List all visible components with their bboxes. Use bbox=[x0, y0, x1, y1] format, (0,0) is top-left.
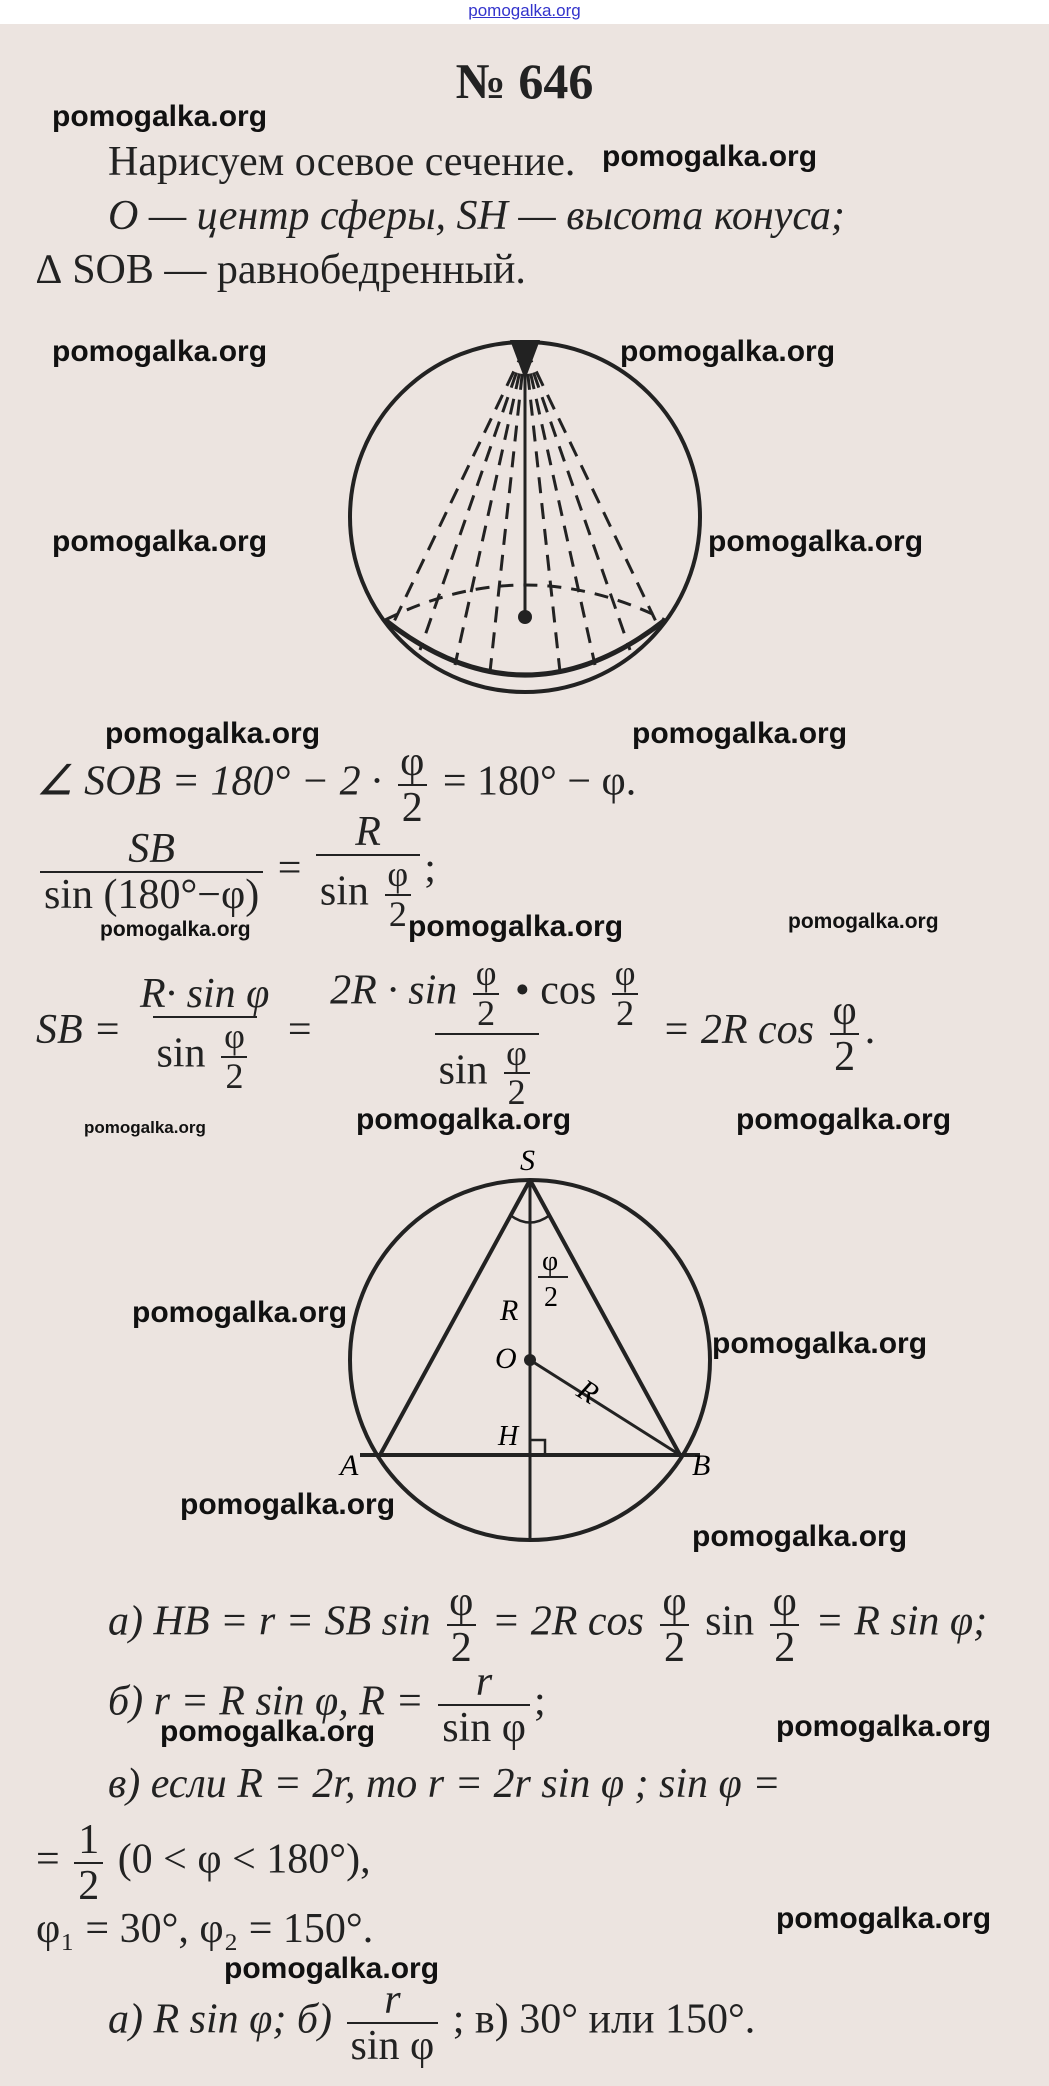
label-s: S bbox=[520, 1144, 535, 1177]
watermark: pomogalka.org bbox=[84, 1118, 206, 1137]
watermark: pomogalka.org bbox=[356, 1103, 572, 1136]
problem-number: № 646 bbox=[455, 53, 594, 109]
watermark: pomogalka.org bbox=[712, 1327, 928, 1360]
label-b: B bbox=[692, 1449, 711, 1482]
answer-a-derivation: а) HB = r = SB sin $\frac{\varphi}{2}$ = 2R cos $\frac{\varphi}{2}$ sin $\frac{\varphi}{2}$ = R sin φ; bbox=[108, 1579, 988, 1672]
watermark: pomogalka.org bbox=[52, 100, 268, 133]
watermark: pomogalka.org bbox=[52, 525, 268, 558]
watermark: pomogalka.org bbox=[180, 1488, 396, 1521]
watermark: pomogalka.org bbox=[788, 910, 939, 933]
intro-line-2: O — центр сферы, SH — высота конуса; bbox=[108, 193, 845, 239]
watermark: pomogalka.org bbox=[52, 335, 268, 368]
watermark: pomogalka.org bbox=[736, 1103, 952, 1136]
side-sb bbox=[530, 1180, 680, 1455]
answer-b-derivation: б) r = R sin φ, R = $\frac{r}{\text{sin φ}}$ ; bbox=[108, 1659, 546, 1752]
label-phi: φ bbox=[542, 1246, 559, 1277]
label-phi-den: 2 bbox=[544, 1282, 558, 1313]
site-link[interactable]: pomogalka.org bbox=[468, 1, 581, 20]
equation-angle: ∠ SOB = 180° − 2 · $\frac{\varphi}{2}$ = 180° − φ. bbox=[36, 739, 637, 832]
watermark: pomogalka.org bbox=[776, 1902, 992, 1935]
label-o: O bbox=[495, 1342, 517, 1375]
watermark: pomogalka.org bbox=[620, 335, 836, 368]
watermark: pomogalka.org bbox=[708, 525, 924, 558]
watermark: pomogalka.org bbox=[776, 1710, 992, 1743]
final-answer: а) R sin φ; б) $\frac{r}{\text{sin φ}}$ ; в) 30° или 150°. bbox=[108, 1977, 756, 2070]
watermark: pomogalka.org bbox=[602, 140, 818, 173]
watermark: pomogalka.org bbox=[632, 717, 848, 750]
watermark: pomogalka.org bbox=[132, 1296, 348, 1329]
center-point bbox=[518, 610, 532, 624]
watermark: pomogalka.org bbox=[105, 717, 321, 750]
watermark: pomogalka.org bbox=[160, 1715, 376, 1748]
intro-line-3: ∆ SOB — равнобедренный. bbox=[36, 247, 526, 293]
answer-c-line-1: в) если R = 2r, то r = 2r sin φ ; sin φ = bbox=[108, 1761, 781, 1807]
watermark: pomogalka.org bbox=[100, 918, 251, 941]
equation-sine-law: $\frac{SB}{\sin (180^\circ-\varphi)}$ = R sin $\frac{\varphi}{2}$ ; bbox=[36, 810, 436, 934]
radius-ob bbox=[530, 1360, 680, 1455]
label-r-vertical: R bbox=[500, 1294, 519, 1327]
watermark: pomogalka.org bbox=[692, 1520, 908, 1553]
intro-line-1: Нарисуем осевое сечение. bbox=[108, 139, 576, 185]
equation-sb: SB = R· sin φ sin $\frac{\varphi}{2}$ = 2R · sin $\frac{\varphi}{2}$ • cos $\frac{\varphi}{2}$ sin $\frac{\varphi}{2}$ = 2R cos $\frac{\varphi}{2}$ . bbox=[36, 953, 876, 1113]
label-h: H bbox=[498, 1421, 519, 1452]
label-a: A bbox=[340, 1449, 359, 1482]
watermark: pomogalka.org bbox=[408, 910, 624, 943]
answer-c-line-3: φ₁ = 30°, φ₂ = 150°. bbox=[36, 1906, 374, 1952]
cone-sphere-figure bbox=[330, 330, 720, 710]
label-r-diagonal: R bbox=[571, 1372, 605, 1411]
watermark: pomogalka.org bbox=[224, 1952, 440, 1985]
answer-c-line-2: = $\frac{1}{2}$ (0 < φ < 180°), bbox=[36, 1817, 371, 1910]
